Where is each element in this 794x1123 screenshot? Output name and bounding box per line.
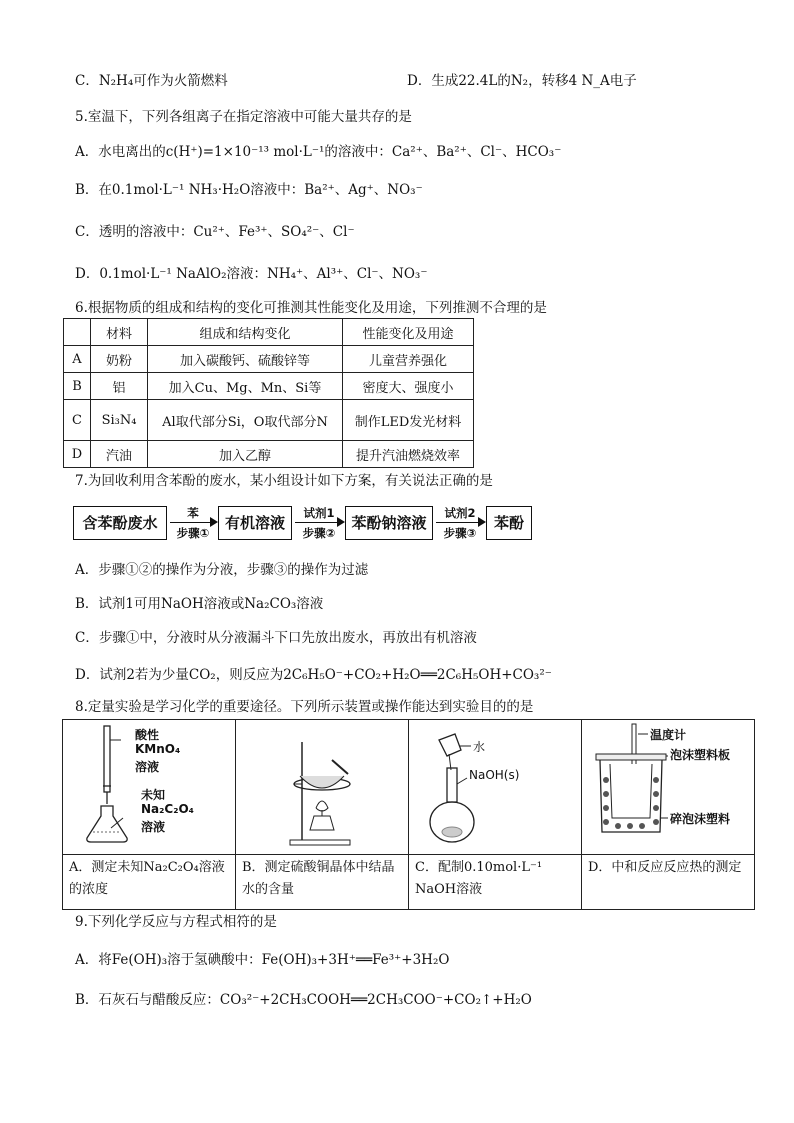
q9-stem: 9.下列化学反应与方程式相符的是: [75, 914, 277, 930]
table-cell: C: [64, 400, 91, 441]
fig-c-naoh-label: NaOH(s): [469, 768, 520, 782]
q8-figure-table: [62, 719, 755, 910]
table-row: [64, 441, 474, 468]
q5-option-d: D．0.1mol·L⁻¹ NaAlO₂溶液：NH₄⁺、Al³⁺、Cl⁻、NO₃⁻: [75, 266, 428, 282]
q7-stem: 7.为回收利用含苯酚的废水，某小组设计如下方案，有关说法正确的是: [75, 473, 493, 489]
evaporating-dish-drawing: [236, 720, 396, 852]
q9-option-a: A．将Fe(OH)₃溶于氢碘酸中：Fe(OH)₃+3H⁺══Fe³⁺+3H₂O: [75, 952, 450, 968]
fig-c-water-label: 水: [473, 740, 486, 754]
table-header-cell: 性能变化及用途: [343, 319, 474, 346]
table-cell: A: [64, 346, 91, 373]
fig-d-board-label: 泡沫塑料板: [670, 748, 731, 762]
q4-option-c: C．N₂H₄可作为火箭燃料: [75, 73, 228, 89]
q8-caption-a: A．测定未知Na₂C₂O₄溶液的浓度: [63, 855, 236, 910]
q6-stem: 6.根据物质的组成和结构的变化可推测其性能变化及用途，下列推测不合理的是: [75, 300, 547, 316]
volumetric-flask-drawing: [409, 720, 569, 852]
table-header-cell: 材料: [91, 319, 148, 346]
q7-flowchart: [73, 506, 533, 542]
fig-a-label: Na₂C₂O₄: [141, 802, 194, 816]
table-cell: 加入Cu、Mg、Mn、Si等: [148, 373, 343, 400]
table-cell: 提升汽油燃烧效率: [343, 441, 474, 468]
flow-arrow-bottom-label: 步骤①: [176, 526, 210, 540]
q4-option-d: D．生成22.4L的N₂，转移4 N_A电子: [407, 73, 637, 89]
table-cell: 汽油: [91, 441, 148, 468]
flow-arrow-top-label: 苯: [187, 506, 199, 520]
table-header-cell: [64, 319, 91, 346]
flow-box: 含苯酚废水: [73, 506, 167, 540]
flow-arrow-top-label: 试剂2: [444, 506, 476, 520]
table-cell: B: [64, 373, 91, 400]
q8-stem: 8.定量实验是学习化学的重要途径。下列所示装置或操作能达到实验目的的是: [75, 699, 534, 715]
table-header-row: [64, 319, 474, 346]
table-cell: 加入碳酸钙、硫酸锌等: [148, 346, 343, 373]
fig-d-foam-label: 碎泡沫塑料: [670, 812, 731, 826]
q7-option-b: B．试剂1可用NaOH溶液或Na₂CO₃溶液: [75, 596, 324, 612]
q5-option-c: C．透明的溶液中：Cu²⁺、Fe³⁺、SO₄²⁻、Cl⁻: [75, 224, 355, 240]
table-cell: 密度大、强度小: [343, 373, 474, 400]
fig-d-thermometer-label: 温度计: [650, 728, 687, 742]
table-cell: 加入乙醇: [148, 441, 343, 468]
table-row: [64, 346, 474, 373]
fig-a-label: 未知: [141, 788, 166, 802]
fig-a-label: 溶液: [141, 820, 166, 834]
q5-option-b: B．在0.1mol·L⁻¹ NH₃·H₂O溶液中：Ba²⁺、Ag⁺、NO₃⁻: [75, 182, 423, 198]
table-header-cell: 组成和结构变化: [148, 319, 343, 346]
flow-arrow: [168, 506, 218, 540]
q5-option-a: A．水电离出的c(H⁺)=1×10⁻¹³ mol·L⁻¹的溶液中：Ca²⁺、Ba²⁺、Cl⁻、HCO₃⁻: [75, 144, 562, 160]
flow-arrow-bottom-label: 步骤②: [302, 526, 336, 540]
q9-option-b: B．石灰石与醋酸反应：CO₃²⁻+2CH₃COOH══2CH₃COO⁻+CO₂↑+H₂O: [75, 992, 532, 1008]
flow-box: 苯酚: [486, 506, 532, 540]
fig-a-label: 溶液: [135, 760, 160, 774]
table-cell: Si₃N₄: [91, 400, 148, 441]
q8-caption-b: B．测定硫酸铜晶体中结晶水的含量: [236, 855, 409, 910]
figure-a-titration: [63, 720, 236, 855]
fig-a-label: KMnO₄: [135, 742, 181, 756]
table-cell: D: [64, 441, 91, 468]
figure-c-volumetric-flask: [409, 720, 582, 855]
q7-option-d: D．试剂2若为少量CO₂，则反应为2C₆H₅O⁻+CO₂+H₂O══2C₆H₅OH+CO₃²⁻: [75, 667, 552, 683]
figure-d-calorimeter: [582, 720, 755, 855]
fig-a-label: 酸性: [135, 728, 160, 742]
table-cell: 制作LED发光材料: [343, 400, 474, 441]
q5-stem: 5.室温下，下列各组离子在指定溶液中可能大量共存的是: [75, 109, 412, 125]
flow-box: 有机溶液: [218, 506, 292, 540]
q8-caption-d: D．中和反应反应热的测定: [582, 855, 755, 910]
table-cell: 铝: [91, 373, 148, 400]
table-cell: 奶粉: [91, 346, 148, 373]
flow-arrow: [293, 506, 345, 540]
flow-arrow-bottom-label: 步骤③: [443, 526, 477, 540]
table-cell: 儿童营养强化: [343, 346, 474, 373]
figure-b-heating: [236, 720, 409, 855]
q8-caption-c: C．配制0.10mol·L⁻¹ NaOH溶液: [409, 855, 582, 910]
flow-arrow-top-label: 试剂1: [303, 506, 335, 520]
flow-box: 苯酚钠溶液: [345, 506, 433, 540]
table-cell: Al取代部分Si，O取代部分N: [148, 400, 343, 441]
flow-arrow: [434, 506, 486, 540]
q6-table: [63, 318, 474, 468]
table-row: [64, 373, 474, 400]
table-row: [64, 400, 474, 441]
q7-option-c: C．步骤①中，分液时从分液漏斗下口先放出废水，再放出有机溶液: [75, 630, 477, 646]
q7-option-a: A．步骤①②的操作为分液，步骤③的操作为过滤: [75, 562, 369, 578]
